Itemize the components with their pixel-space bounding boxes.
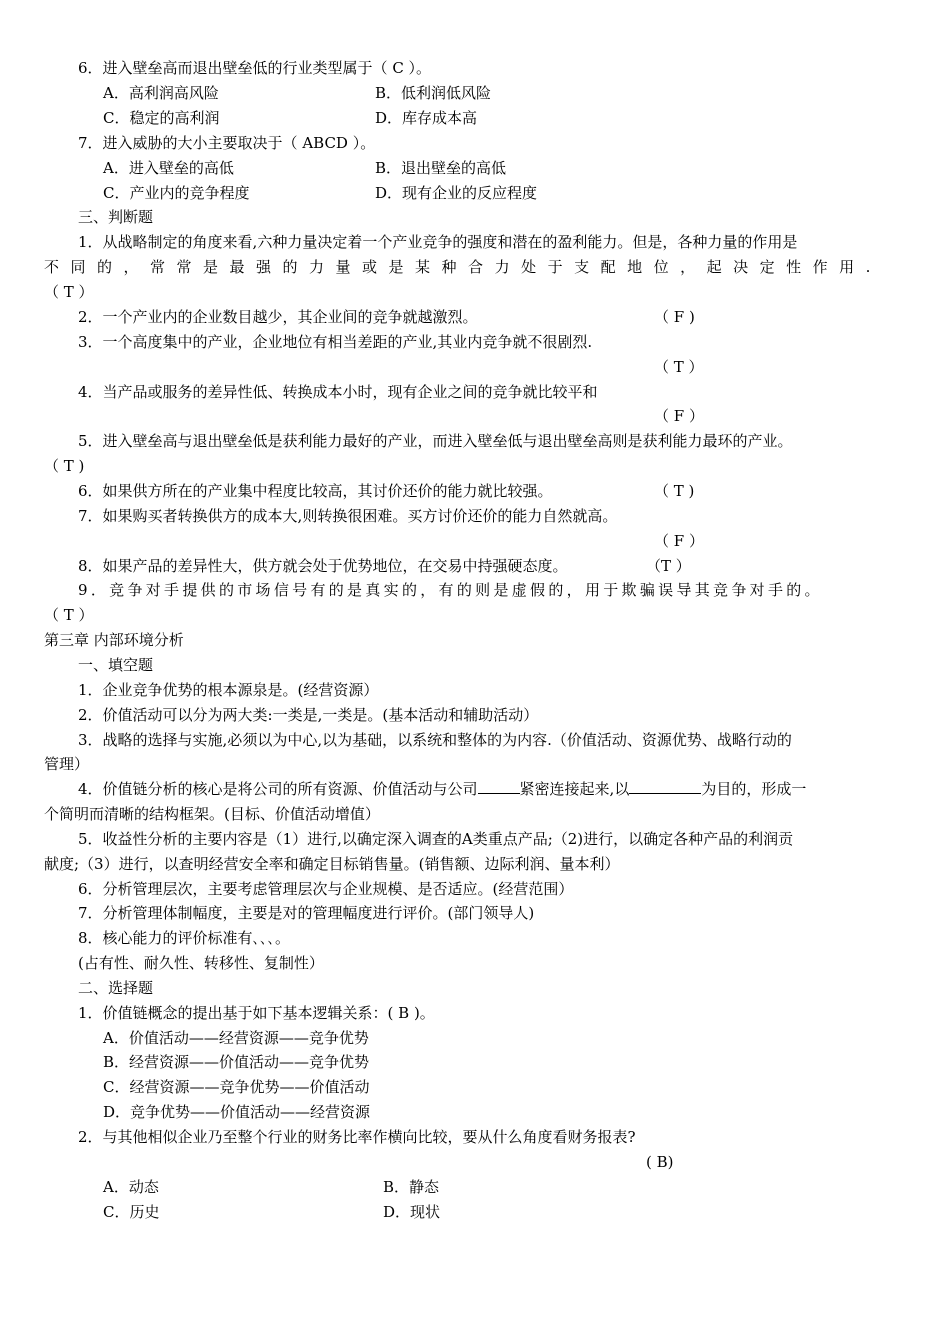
fill-5-line <box>78 827 880 852</box>
option-d: D．现有企业的反应程度 <box>375 184 538 202</box>
paragraph-text: 5．收益性分析的主要内容是（1）进行,以确定深入调查的A类重点产品;（2)进行，以确定各种产品的利润贡 <box>78 830 794 848</box>
paragraph-text: 6．如果供方所在的产业集中程度比较高，其讨价还价的能力就比较强。 <box>78 482 553 500</box>
option-b: B．低利润低风险 <box>375 84 492 102</box>
judgement-8-line <box>78 554 880 579</box>
heading-text: 一、填空题 <box>78 656 154 674</box>
text-l04: 7．进入威胁的大小主要取决于（ ABCD ）。 <box>78 134 376 152</box>
question-6-line <box>78 56 880 81</box>
judgement-3-line <box>78 330 880 355</box>
option-c: C．产业内的竞争程度 <box>103 184 250 202</box>
choice-2-line <box>78 1125 880 1150</box>
option-c: C．稳定的高利润 <box>103 109 220 127</box>
fill-3-line <box>78 728 880 753</box>
answer-text: （ T ） <box>654 358 704 376</box>
heading-text: 二、选择题 <box>78 979 154 997</box>
option-a: A．高利润高风险 <box>103 84 219 102</box>
fill-7-line <box>78 901 880 926</box>
paragraph-text: 8．核心能力的评价标准有､､､。 <box>78 929 291 947</box>
option-c <box>103 1075 880 1100</box>
fill-5-cont <box>44 852 880 877</box>
section-heading-judgement <box>78 205 880 230</box>
paragraph-text: 不同的，常常是最强的力量或是某种合力处于支配地位，起决定性作用. <box>44 258 880 276</box>
paragraph-text: 7．如果购买者转换供方的成本大,则转换很困难。买方讨价还价的能力自然就高。 <box>78 507 618 525</box>
fill-8-line <box>78 926 880 951</box>
answer-mark <box>78 404 880 429</box>
answer-mark <box>78 355 880 380</box>
judgement-5-line <box>78 429 880 454</box>
paragraph-text: 1．企业竞争优势的根本源泉是。(经营资源） <box>78 681 379 699</box>
option-c: C．历史 <box>103 1203 160 1221</box>
judgement-1-cont <box>44 255 880 280</box>
paragraph-text: 5．进入壁垒高与退出壁垒低是获利能力最好的产业，而进入壁垒低与退出壁垒高则是获利能力最环的产业。 <box>78 432 793 450</box>
answer-mark <box>78 1150 880 1175</box>
paragraph-text: 管理） <box>44 755 90 773</box>
choice-1-line <box>78 1001 880 1026</box>
answer-text: （ T ） <box>44 606 94 624</box>
option-text: B．经营资源——价值活动——竞争优势 <box>103 1053 370 1071</box>
paragraph-text: 个简明而清晰的结构框架。(目标、价值活动增值） <box>44 805 380 823</box>
heading-text: 三、判断题 <box>78 208 154 226</box>
options-row <box>103 1175 880 1200</box>
fill-8-answer <box>78 951 880 976</box>
paragraph-text: 紧密连接起来,以 <box>519 780 630 798</box>
option-text: A．价值活动——经营资源——竞争优势 <box>103 1029 369 1047</box>
judgement-2-line <box>78 305 880 330</box>
paragraph-text: 3．战略的选择与实施,必须以为中心,以为基础，以系统和整体的为内容.（价值活动、资源优势、战略行动的 <box>78 731 792 749</box>
judgement-4-line <box>78 380 880 405</box>
section-heading-fill <box>78 653 880 678</box>
paragraph-text: 4．当产品或服务的差异性低、转换成本小时，现有企业之间的竞争就比较平和 <box>78 383 598 401</box>
options-row <box>103 106 880 131</box>
paragraph-text: 6．分析管理层次，主要考虑管理层次与企业规模、是否适应。(经营范围） <box>78 880 574 898</box>
fill-2-line <box>78 703 880 728</box>
answer-text: （ T ) <box>654 482 695 500</box>
answer-text: ( B) <box>646 1153 674 1171</box>
option-d <box>103 1100 880 1125</box>
options-row <box>103 156 880 181</box>
option-text: D．竞争优势——价值活动——经营资源 <box>103 1103 371 1121</box>
options-row <box>103 1200 880 1225</box>
blank-underline <box>629 778 701 794</box>
answer-text: （ T ） <box>44 283 94 301</box>
paragraph-text: 7．分析管理体制幅度，主要是对的管理幅度进行评价。(部门领导人) <box>78 904 535 922</box>
answer-text: （ F ) <box>654 308 695 326</box>
option-b <box>103 1050 880 1075</box>
options-row <box>103 181 880 206</box>
option-a: A．动态 <box>103 1178 159 1196</box>
judgement-1-line <box>78 230 880 255</box>
fill-4-line <box>78 777 880 802</box>
text-l01: 6．进入壁垒高而退出壁垒低的行业类型属于（ C ）。 <box>78 59 432 77</box>
fill-3-cont <box>44 752 880 777</box>
answer-mark <box>78 529 880 554</box>
paragraph-text: 9．竞争对手提供的市场信号有的是真实的，有的则是虚假的，用于欺骗误导其竞争对手的。 <box>78 581 823 599</box>
fill-4-cont <box>44 802 880 827</box>
option-b: B．退出壁垒的高低 <box>375 159 507 177</box>
judgement-9-line <box>78 578 880 603</box>
paragraph-text: 2．与其他相似企业乃至整个行业的财务比率作横向比较，要从什么角度看财务报表? <box>78 1128 636 1146</box>
blank-underline <box>478 778 520 794</box>
paragraph-text: 1．从战略制定的角度来看,六种力量决定着一个产业竞争的强度和潜在的盈利能力。但是，各种力量的作用是 <box>78 233 798 251</box>
options-row <box>103 81 880 106</box>
section-heading-choice <box>78 976 880 1001</box>
chapter-title-text: 第三章 内部环境分析 <box>44 631 184 649</box>
paragraph-text: (占有性、耐久性、转移性、复制性） <box>78 954 324 972</box>
paragraph-text: 献度;（3）进行，以查明经营安全率和确定目标销售量。(销售额、边际利润、量本利） <box>44 855 620 873</box>
option-d: D．现状 <box>383 1203 441 1221</box>
answer-mark <box>44 280 880 305</box>
paragraph-text: 8．如果产品的差异性大，供方就会处于优势地位，在交易中持强硬态度。 <box>78 557 568 575</box>
option-a: A．进入壁垒的高低 <box>103 159 234 177</box>
judgement-6-line <box>78 479 880 504</box>
paragraph-text: 2．一个产业内的企业数目越少，其企业间的竞争就越激烈。 <box>78 308 478 326</box>
option-a <box>103 1026 880 1051</box>
option-b: B．静态 <box>383 1178 440 1196</box>
chapter-title <box>44 628 880 653</box>
option-d: D．库存成本高 <box>375 109 478 127</box>
fill-1-line <box>78 678 880 703</box>
paragraph-text: 3．一个高度集中的产业，企业地位有相当差距的产业,其业内竞争就不很剧烈. <box>78 333 593 351</box>
paragraph-text: 1．价值链概念的提出基于如下基本逻辑关系：( B )。 <box>78 1004 435 1022</box>
option-text: C．经营资源——竞争优势——价值活动 <box>103 1078 370 1096</box>
fill-6-line <box>78 877 880 902</box>
answer-mark <box>44 603 880 628</box>
answer-text: （ T ) <box>44 457 85 475</box>
answer-mark <box>44 454 880 479</box>
answer-text: （T ） <box>646 557 691 575</box>
paragraph-text: 为目的，形成一 <box>701 780 807 798</box>
paragraph-text: 2．价值活动可以分为两大类:一类是,一类是。(基本活动和辅助活动） <box>78 706 539 724</box>
paragraph-text: 4．价值链分析的核心是将公司的所有资源、价值活动与公司 <box>78 780 478 798</box>
question-7-line <box>78 131 880 156</box>
judgement-7-line <box>78 504 880 529</box>
answer-text: （ F ） <box>654 407 704 425</box>
answer-text: （ F ） <box>654 532 704 550</box>
